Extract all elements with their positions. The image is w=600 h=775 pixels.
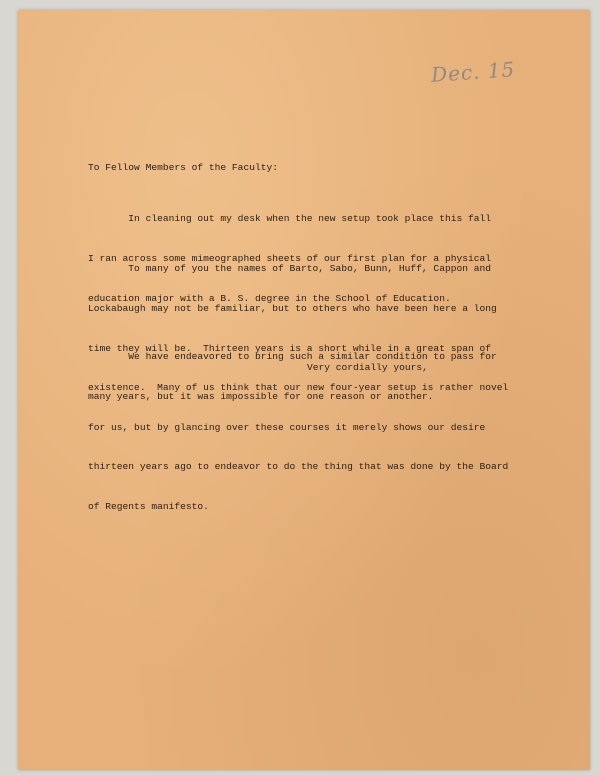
salutation: To Fellow Members of the Faculty: [88,162,278,173]
paragraph-line: for us, but by glancing over these courses it merely shows our desire [88,421,486,433]
paragraph-line: time they will be. Thirteen years is a short while in a great span of [88,342,492,354]
handwritten-date: Dec. 15 [430,57,516,87]
paragraph-line: education major with a B. S. degree in the School of Education. [88,292,451,304]
paragraph-line: existence. Many of us think that our new four-year setup is rather novel [88,382,509,394]
paragraph-line: I ran across some mimeographed sheets of our first plan for a physical [88,253,492,264]
paragraph-line: In cleaning out my desk when the new setup took place this fall [88,213,492,225]
paragraph-line: We have endeavored to bring such a similar condition to pass for [88,351,497,363]
paragraph-line: Lockabaugh may not be familiar, but to others who have been here a long [88,303,497,314]
letter-page [18,10,590,770]
closing: Very cordially yours, [307,362,428,373]
paragraph-3 [88,324,497,430]
paragraph-line: many years, but it was impossible for one reason or another. [88,391,434,402]
paragraph-line: To many of you the names of Barto, Sabo, Bunn, Huff, Cappon and [88,263,492,275]
paragraph-line: thirteen years ago to endeavor to do the thing that was done by the Board [88,461,509,473]
paragraph-line: of Regents manifesto. [88,500,209,512]
